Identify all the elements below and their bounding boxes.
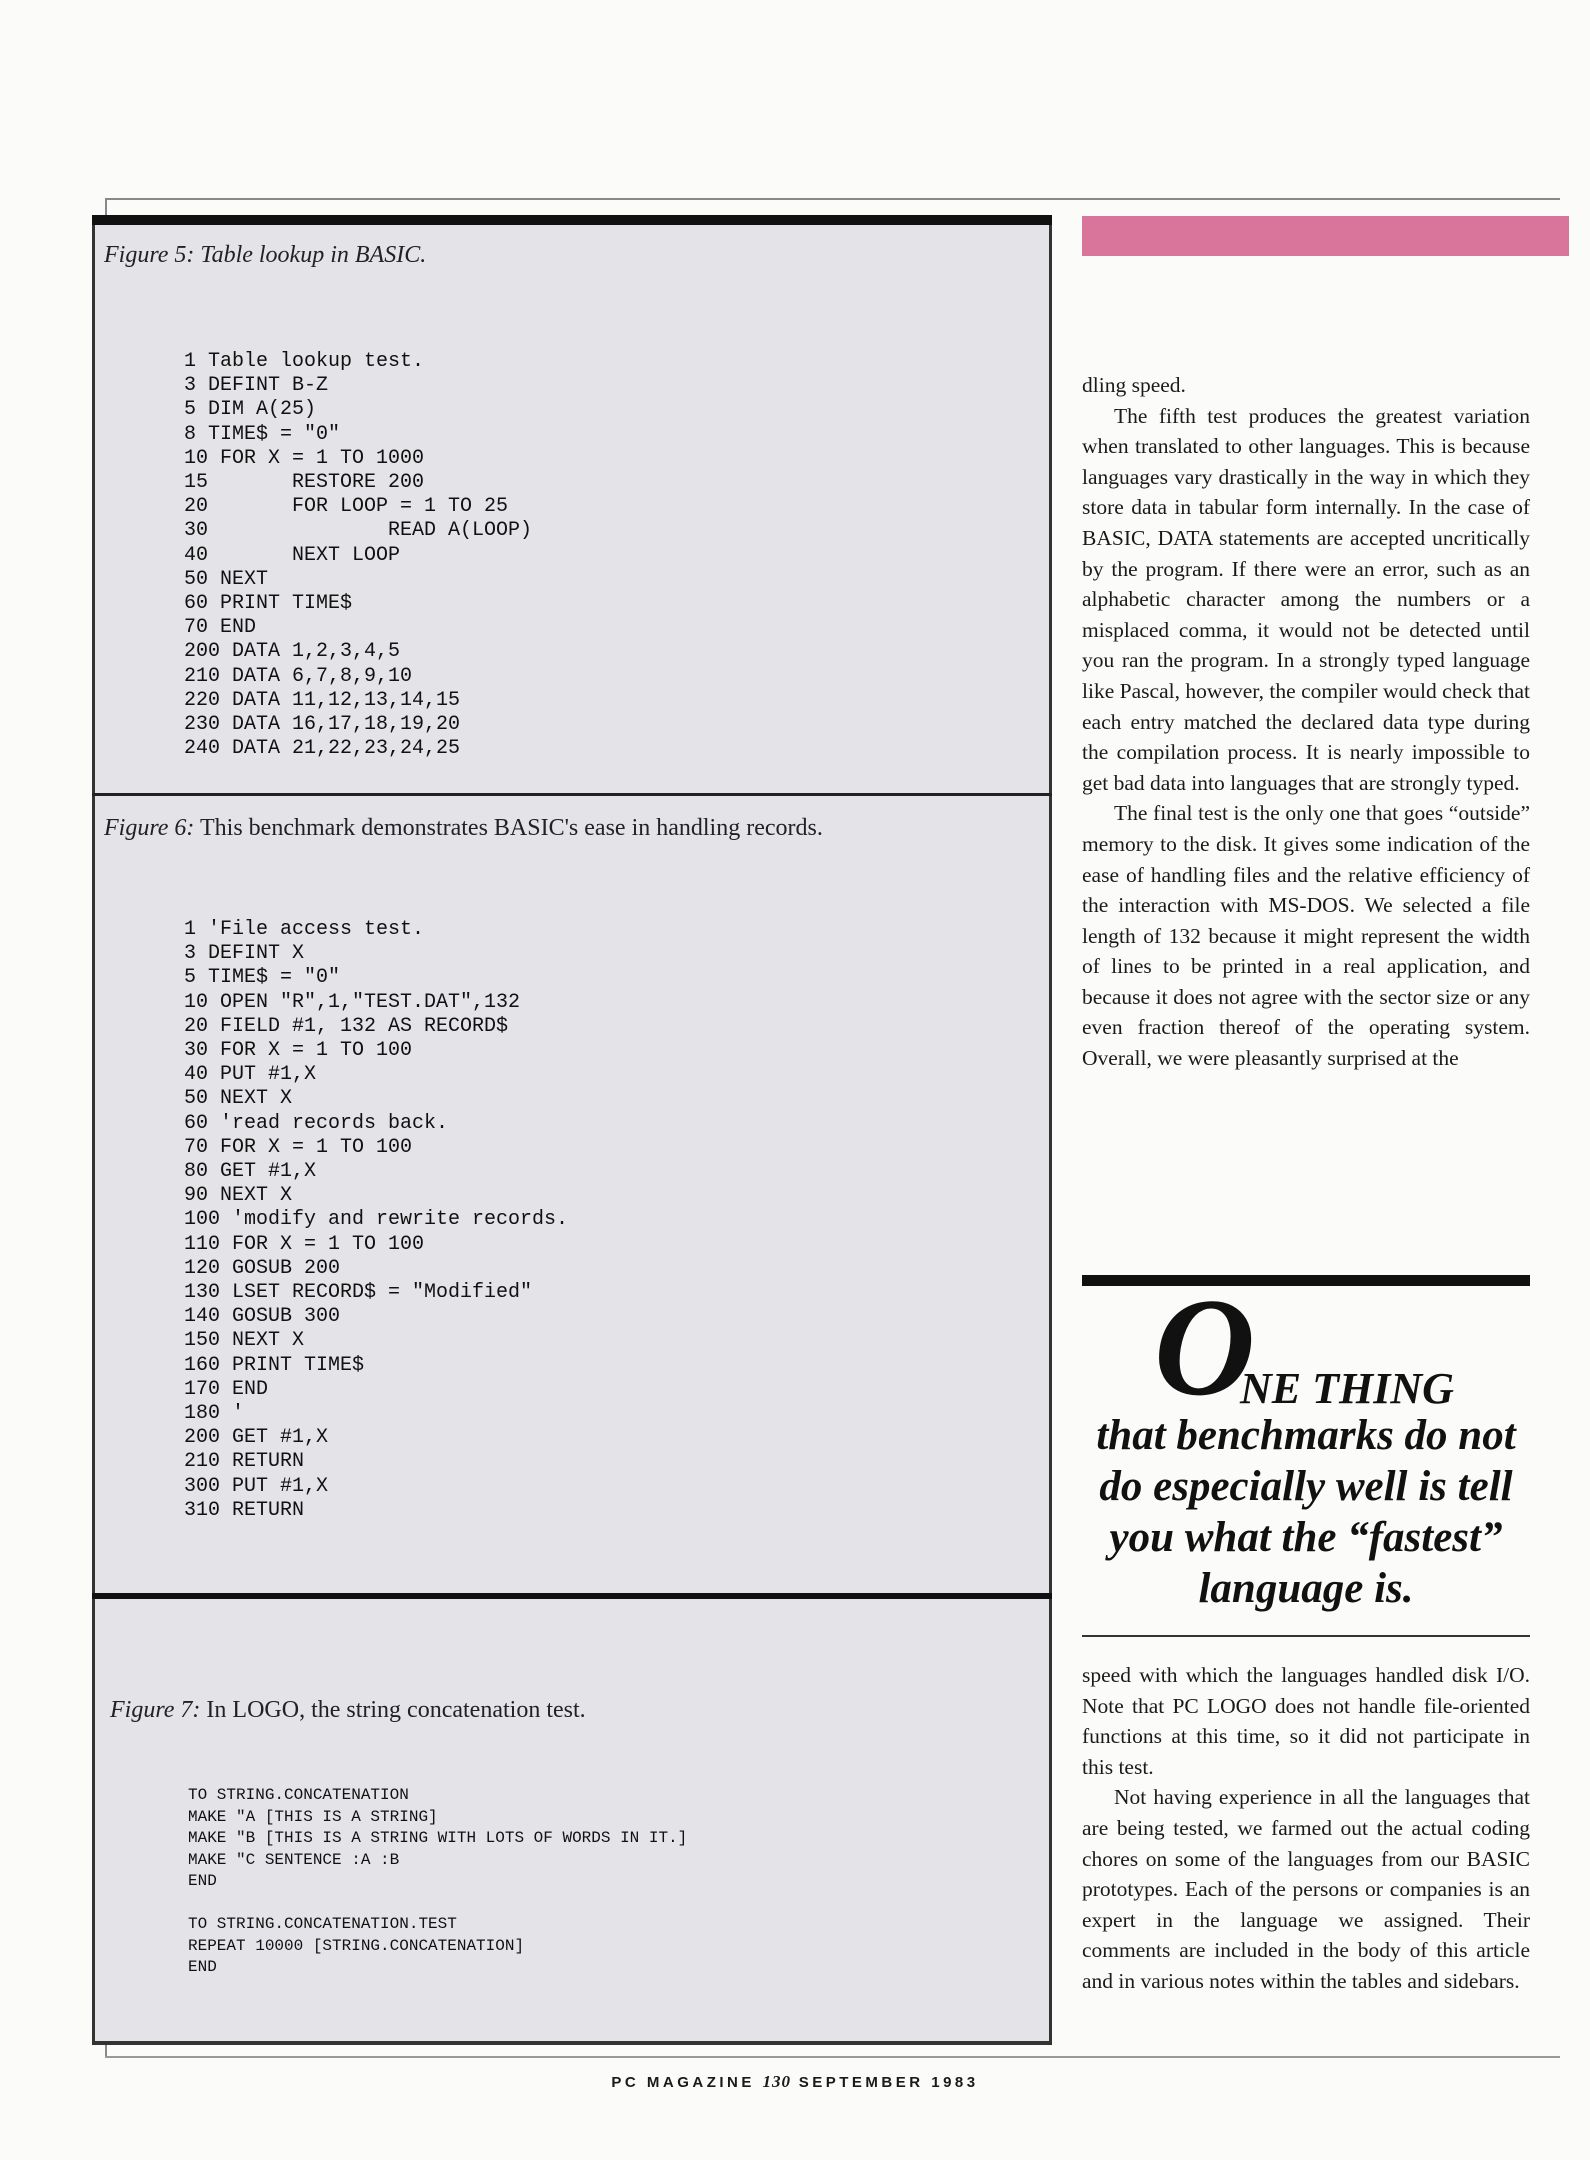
figure-6-code: 1 'File access test. 3 DEFINT X 5 TIME$ = "0" 10 OPEN "R",1,"TEST.DAT",132 20 FIELD #1, 132 AS RECORD$ 30 FOR X = 1 TO 100 40 PUT #1,X 50 NEXT X 60 'read records back. 70 FOR X = 1 TO 100 80 GET #1,X 90 NEXT X 100 'modify and rewrite records. 110 FOR X = 1 TO 100 120 GOSUB 200 130 LSET RECORD$ = "Modified" 140 GOSUB 300 150 NEXT X 160 PRINT TIME$ 170 END 180 ' 200 GET #1,X 210 RETURN 300 PUT #1,X 310 RETURN (184, 918, 569, 1522)
pink-banner (1082, 216, 1569, 256)
article-paragraph: The fifth test produces the greatest variation when translated to other languages. This is because languages vary drastically in the way in which they store data in tabular form internally. In the case of BASIC, DATA statements are accepted uncritically by the program. If there were an error, such as an alphabetic character among the numbers or a misplaced comma, it would not be detected until you ran the program. In a strongly typed language like Pascal, however, the compiler would check that each entry matched the declared data type during the compilation process. It is nearly impossible to get bad data into languages that are strongly typed. (1082, 403, 1530, 795)
footer-magazine: PC MAGAZINE (611, 2074, 755, 2091)
top-rule (105, 198, 1560, 200)
pullquote-bottom-rule (1082, 1635, 1530, 1637)
page-footer (0, 2072, 1590, 2092)
figure-7-title: In LOGO, the string concatenation test. (206, 1697, 586, 1723)
figure-divider (92, 793, 1052, 796)
figure-5-code: 1 Table lookup test. 3 DEFINT B-Z 5 DIM A(25) 8 TIME$ = "0" 10 FOR X = 1 TO 1000 15 RESTORE 200 20 FOR LOOP = 1 TO 25 30 READ A(LOOP) 40 NEXT LOOP 50 NEXT 60 PRINT TIME$ 70 END 200 DATA 1,2,3,4,5 210 DATA 6,7,8,9,10 220 DATA 11,12,13,14,15 230 DATA 16,17,18,19,20 240 DATA 21,22,23,24,25 (184, 350, 533, 761)
panel-bottom-rule (92, 2041, 1052, 2045)
figure-5-caption (104, 242, 426, 269)
pullquote-top-bar (1082, 1275, 1530, 1286)
figure-divider-thick (92, 1593, 1052, 1599)
bottom-rule (105, 2056, 1560, 2058)
figure-5-label: Figure 5: (104, 242, 195, 268)
article-paragraph: dling speed. (1082, 373, 1186, 397)
panel-top-bar (92, 215, 1052, 225)
figure-6-title: This benchmark demonstrates BASIC's ease in handling records. (200, 815, 823, 841)
footer-page-number: 130 (762, 2072, 792, 2091)
article-paragraph: The final test is the only one that goes “outside” memory to the disk. It gives some indication of the ease of handling files and the relative efficiency of the interaction with MS-DOS. We selected a file length of 132 because it might represent the width of lines to be printed in a real application, and because it does not agree with the sector size or any even fraction thereof of the operating system. Overall, we were pleasantly surprised at the (1082, 801, 1530, 1071)
pullquote (1082, 1270, 1530, 1614)
article-column-top (1082, 370, 1530, 1074)
article-paragraph: speed with which the languages handled disk I/O. Note that PC LOGO does not handle file-oriented functions at this time, so it did not participate in this test. (1082, 1663, 1530, 1779)
pullquote-dropcap: O (1154, 1270, 1256, 1425)
figure-7-label: Figure 7: (110, 1697, 201, 1723)
figure-6-label: Figure 6: (104, 815, 195, 841)
article-paragraph: Not having experience in all the languages that are being tested, we farmed out the actual coding chores on some of the languages from our BASIC prototypes. Each of the persons or companies is an expert in the language we assigned. Their comments are included in the body of this article and in various notes within the tables and sidebars. (1082, 1785, 1530, 1993)
figure-7-code: TO STRING.CONCATENATION MAKE "A [THIS IS A STRING] MAKE "B [THIS IS A STRING WITH LOTS OF WORDS IN IT.] MAKE "C SENTENCE :A :B END TO STRING.CONCATENATION.TEST REPEAT 10000 [STRING.CONCATENATION] END (188, 1786, 688, 1976)
figure-5-title: Table lookup in BASIC. (200, 242, 427, 268)
pullquote-body: that benchmarks do not do especially well is tell you what the “fastest” language is. (1096, 1412, 1516, 1612)
article-column-bottom (1082, 1660, 1530, 1997)
figure-7-caption (110, 1697, 586, 1724)
pullquote-head: NE THING (1240, 1364, 1454, 1413)
footer-date: SEPTEMBER 1983 (798, 2074, 979, 2091)
figure-6-caption (104, 815, 823, 842)
